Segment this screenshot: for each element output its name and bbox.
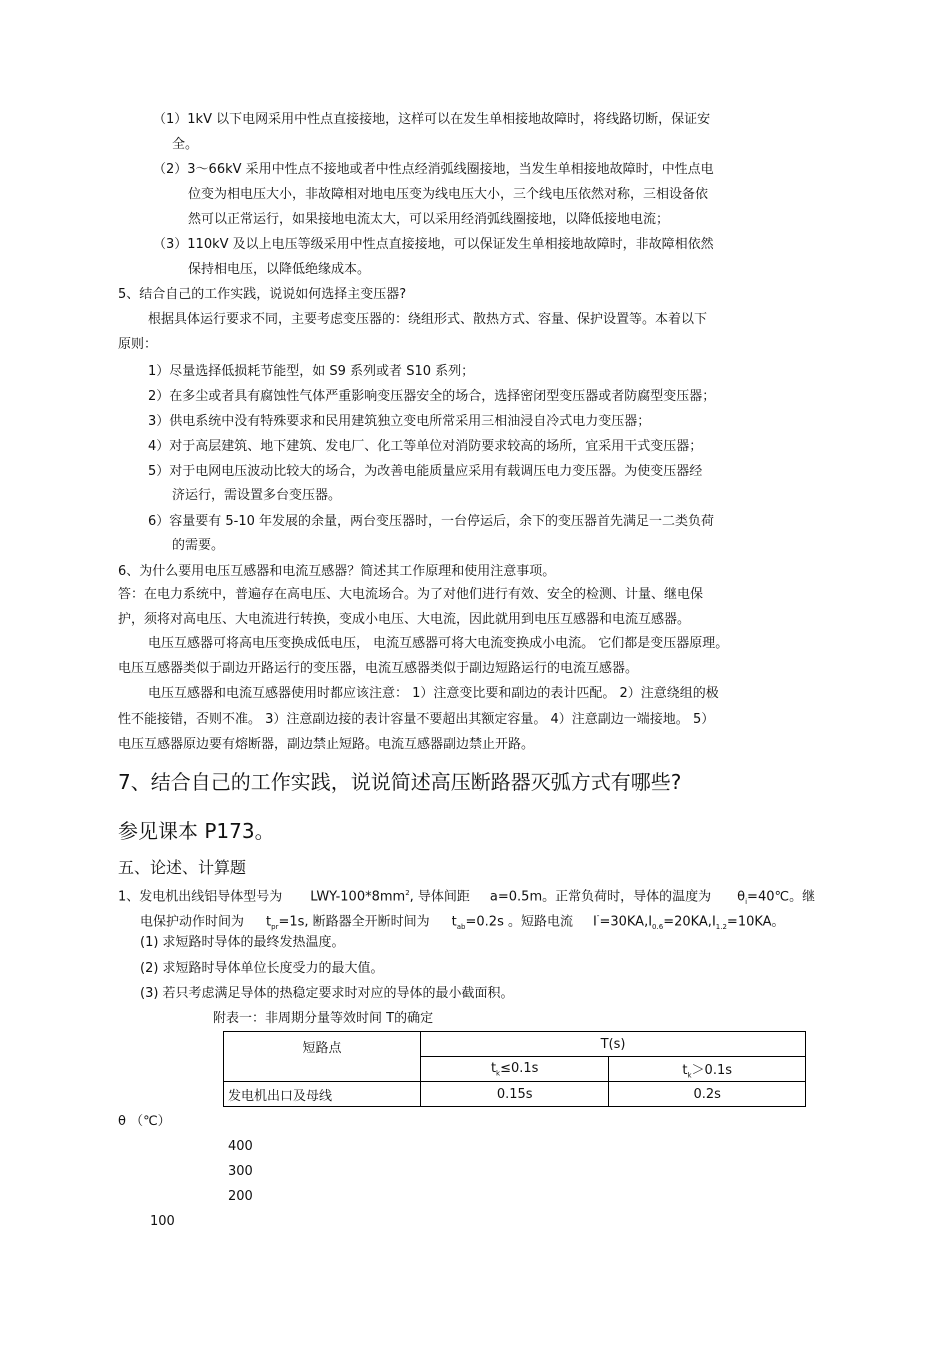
axis-tick: 200 [228, 1189, 253, 1204]
text-line: 济运行，需设置多台变压器。 [172, 488, 342, 503]
equivalent-time-table [223, 1031, 806, 1107]
text-line: 电压互感器可将高电压变换成低电压， 电流互感器可将大电流变换成小电流。 它们都是变压器原理。 [148, 636, 729, 651]
text-line: 5）对于电网电压波动比较大的场合，为改善电能质量应采用有载调压电力变压器。为使变压器经 [148, 464, 703, 479]
reference-line: 参见课本 P173。 [118, 819, 275, 843]
text-line: （3）110kV 及以上电压等级采用中性点直接接地，可以保证发生单相接地故障时，非故障相依然 [153, 237, 714, 252]
section-heading: 五、论述、计算题 [118, 858, 247, 877]
table-header-cell: 短路点 [224, 1032, 421, 1082]
text-line: 位变为相电压大小，非故障相对地电压变为线电压大小，三个线电压依然对称，三相设备依 [188, 187, 709, 202]
text-line: 然可以正常运行，如果接地电流太大，可以采用经消弧线圈接地，以降低接地电流； [188, 212, 670, 227]
text-line: （1）1kV 以下电网采用中性点直接接地，这样可以在发生单相接地故障时，将线路切断，保证安 [153, 112, 711, 127]
text-line: 2）在多尘或者具有腐蚀性气体严重影响变压器安全的场合，选择密闭型变压器或者防腐型变压器； [148, 389, 716, 404]
text-line: 答：在电力系统中，普遍存在高电压、大电流场合。为了对他们进行有效、安全的检测、计量、继电保 [118, 587, 704, 602]
question-6: 6、为什么要用电压互感器和电流互感器？简述其工作原理和使用注意事项。 [118, 564, 556, 579]
table-cell: 0.15s [421, 1082, 609, 1107]
calc-problem-line-1: 1、发电机出线铝导体型号为 LWY-$100*8mm^2$, 导体间距 a=0.5m。正常负荷时，导体的温度为 $\theta_i=40℃$。继 [118, 889, 816, 906]
text-line: 根据具体运行要求不同，主要考虑变压器的：绕组形式、散热方式、容量、保护设置等。本着以下 [148, 312, 708, 327]
text-line: （2）3～66kV 采用中性点不接地或者中性点经消弧线圈接地，当发生单相接地故障时，中性点电 [153, 162, 714, 177]
text-line: 全。 [172, 137, 199, 152]
table-cell: 0.2s [609, 1082, 806, 1107]
text-line: 3）供电系统中没有特殊要求和民用建筑独立变电所常采用三相油浸自冷式电力变压器； [148, 414, 651, 429]
text-line: 护，须将对高电压、大电流进行转换，变成小电压、大电流，因此就用到电压互感器和电流互感器。 [118, 612, 691, 627]
table-header-cell: $t_k\le 0.1s$ [421, 1057, 609, 1082]
table-header-cell: T(s) [421, 1032, 806, 1057]
axis-tick: 100 [150, 1214, 175, 1229]
sub-question: (3) 若只考虑满足导体的热稳定要求时对应的导体的最小截面积。 [140, 986, 514, 1001]
text-line: 6）容量要有 5-10 年发展的余量，两台变压器时，一台停运后，余下的变压器首先满足一二类负荷 [148, 514, 715, 529]
axis-tick: 400 [228, 1139, 253, 1154]
text-line: 原则： [118, 337, 158, 352]
text-line: 电压互感器原边要有熔断器，副边禁止短路。电流互感器副边禁止开路。 [118, 737, 535, 752]
text-line: 性不能接错，否则不准。 3）注意副边接的表计容量不要超出其额定容量。 4）注意副边一端接地。 5） [118, 712, 715, 727]
text-line: 电压互感器和电流互感器使用时都应该注意： 1）注意变比要和副边的表计匹配。 2）注意绕组的极 [148, 686, 719, 701]
text-line: 的需要。 [172, 538, 225, 553]
sub-question: (1) 求短路时导体的最终发热温度。 [140, 935, 345, 950]
calc-problem-line-2: 电保护动作时间为 $t_{pr}=1s$, 断路器全开断时间为 $t_{ab}=0.2s$ 。短路电流 $I''=30KA,I_{0.6}=20KA,I_{1.2}=10KA$。 [140, 914, 785, 931]
text-line: 1）尽量选择低损耗节能型，如 S9 系列或者 S10 系列； [148, 364, 475, 379]
table-header-cell: $t_k>0.1s$ [609, 1057, 806, 1082]
question-5: 5、结合自己的工作实践，说说如何选择主变压器? [118, 287, 407, 302]
question-7: 7、结合自己的工作实践，说说简述高压断路器灭弧方式有哪些? [118, 770, 682, 794]
axis-label: θ （℃） [118, 1114, 171, 1129]
axis-tick: 300 [228, 1164, 253, 1179]
table-caption: 附表一：非周期分量等效时间 T的确定 [213, 1011, 434, 1026]
text-line: 4）对于高层建筑、地下建筑、发电厂、化工等单位对消防要求较高的场所，宜采用干式变压器； [148, 439, 703, 454]
text-line: 电压互感器类似于副边开路运行的变压器，电流互感器类似于副边短路运行的电流互感器。 [118, 661, 639, 676]
sub-question: (2) 求短路时导体单位长度受力的最大值。 [140, 961, 384, 976]
table-cell: 发电机出口及母线 [224, 1082, 421, 1107]
text-line: 保持相电压，以降低绝缘成本。 [188, 262, 371, 277]
